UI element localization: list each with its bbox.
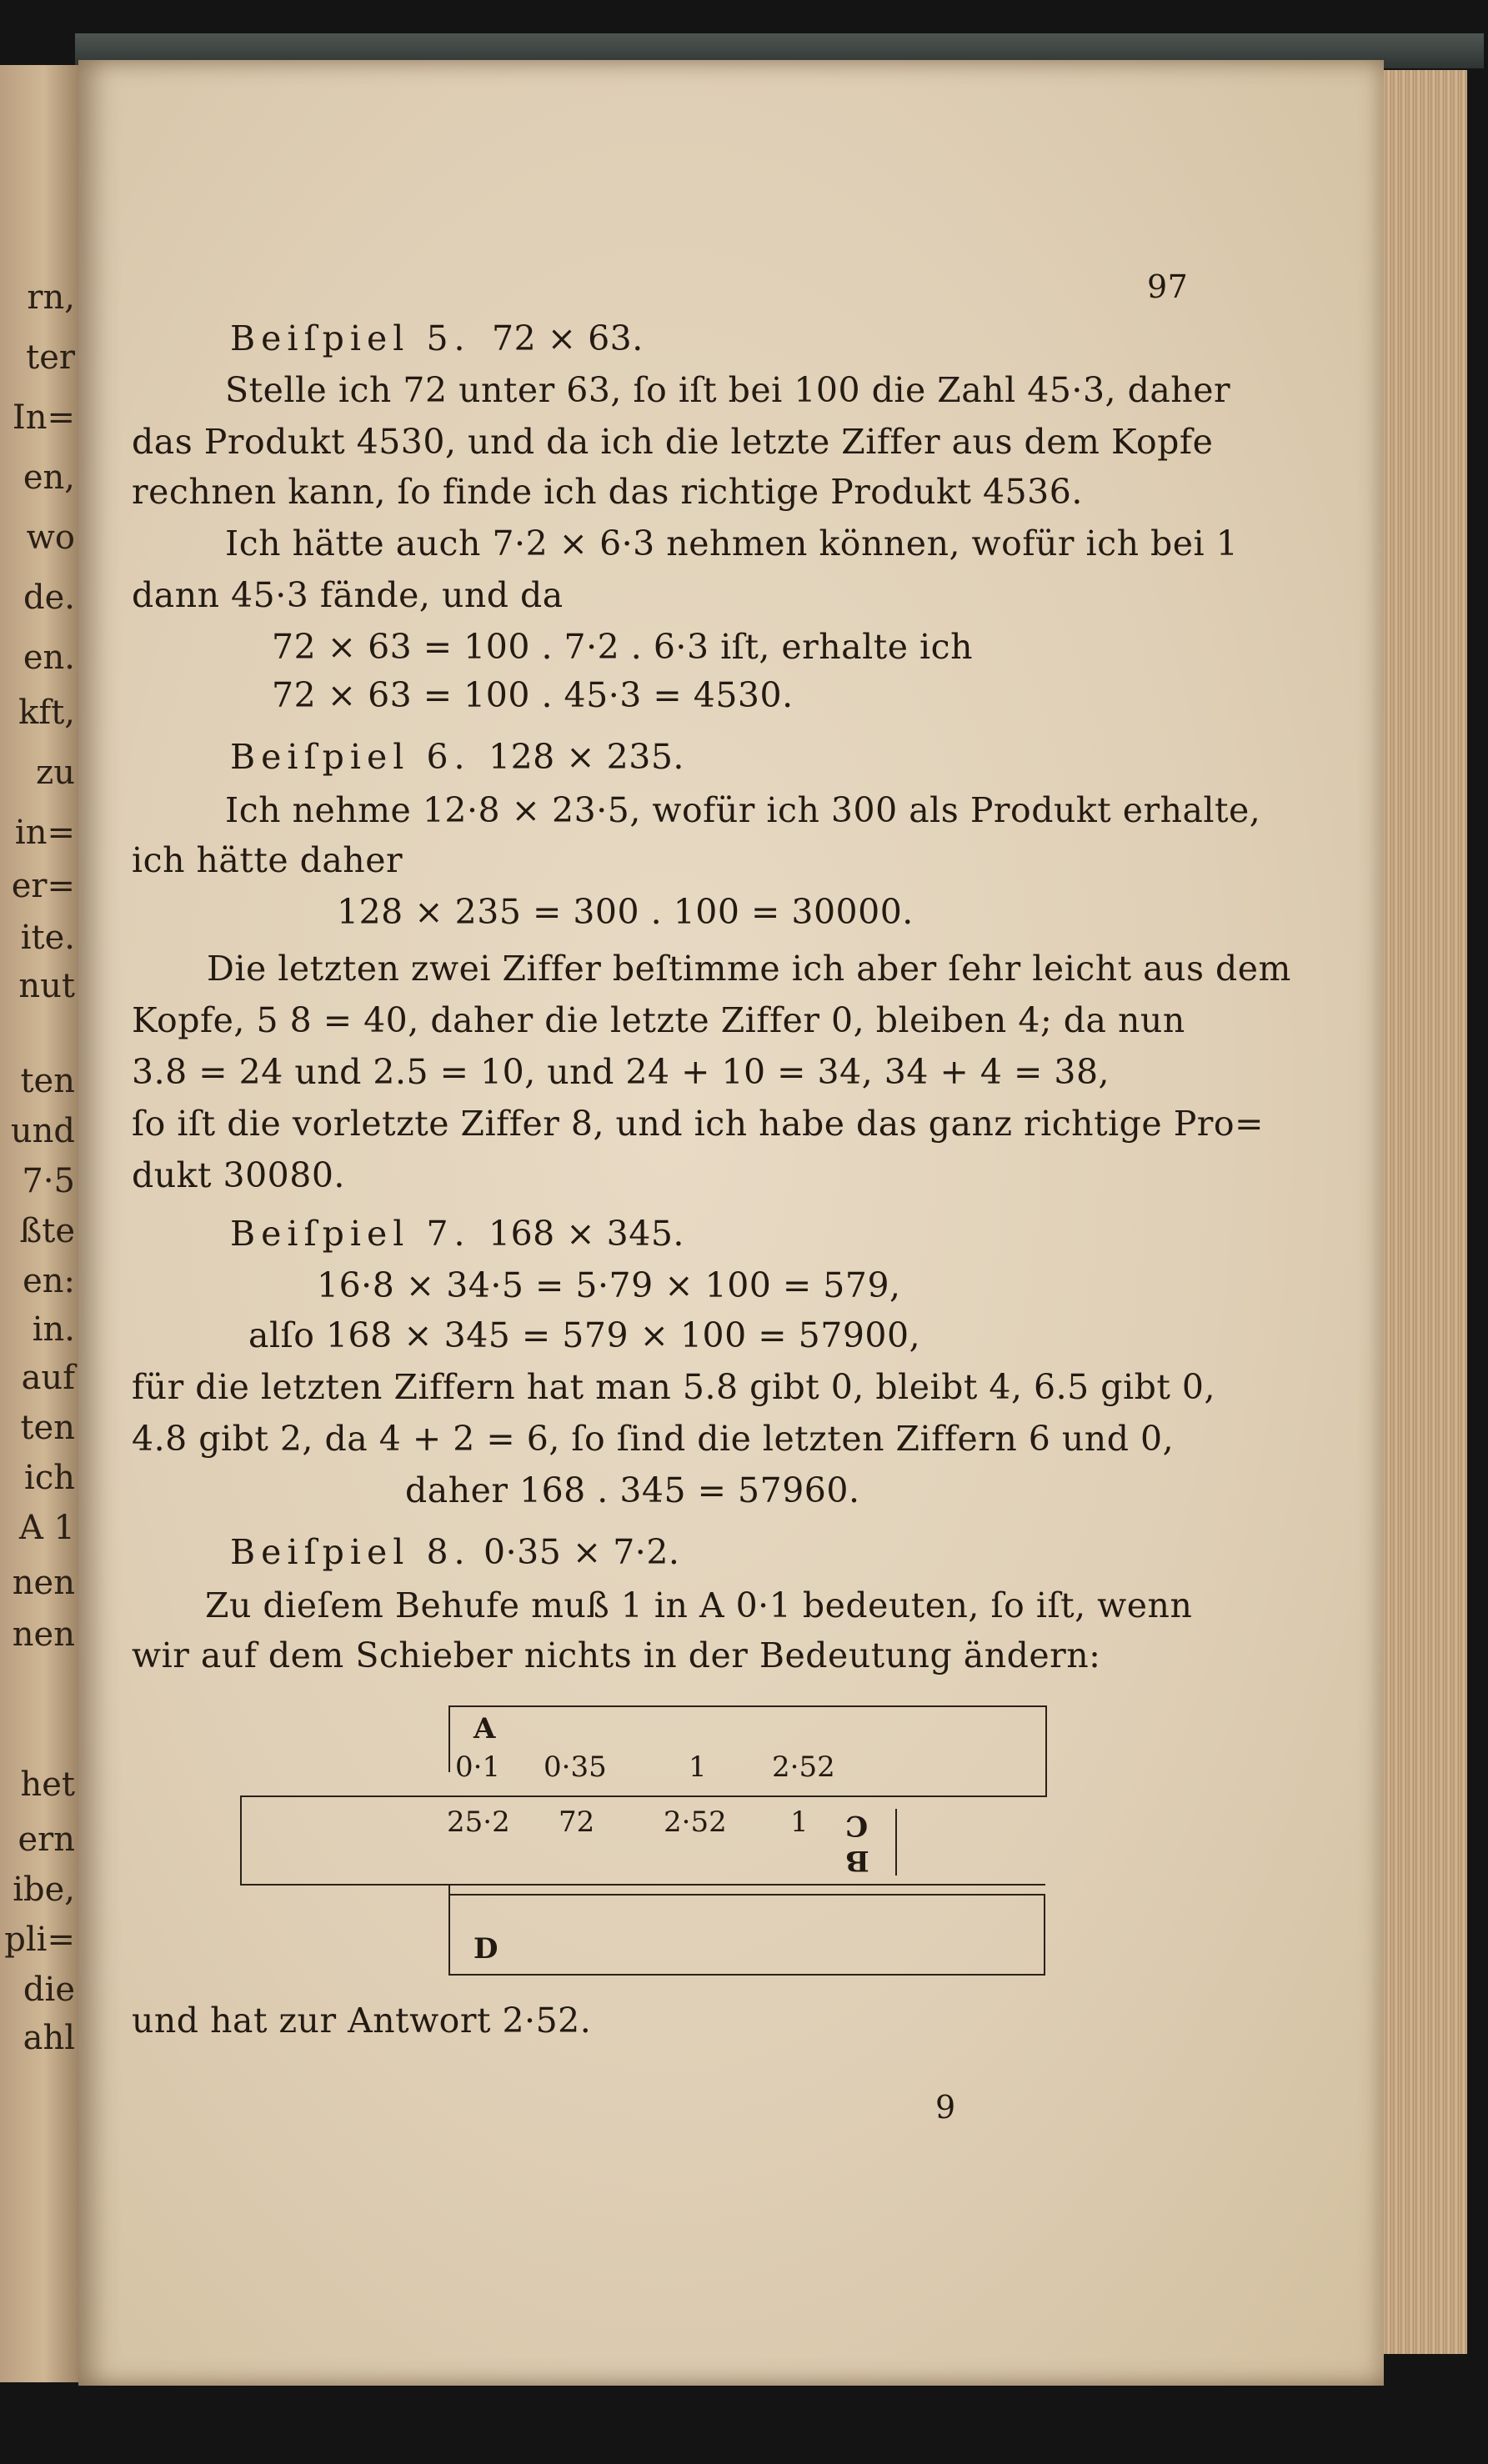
example6-line: 3.8 = 24 und 2.5 = 10, und 24 + 10 = 34, 34 + 4 = 38, (132, 1052, 1110, 1092)
example6-equation: 128 × 235 = 300 . 100 = 30000. (337, 892, 914, 932)
example7-equation: alſo 168 × 345 = 579 × 100 = 57900, (248, 1315, 921, 1355)
example6-line: Die letzten zwei Ziffer beſtimme ich aber ſehr leicht aus dem (207, 949, 1291, 989)
left-fragment: 7·5 (22, 1162, 75, 1200)
left-fragment: A 1 (18, 1509, 75, 1547)
left-fragment: ern (18, 1820, 75, 1859)
example5-equation: 72 × 63 = 100 . 45·3 = 4530. (272, 675, 794, 715)
left-fragment: en, (23, 458, 75, 497)
example5-line: das Produkt 4530, und da ich die letzte Ziffer aus dem Kopfe (132, 422, 1214, 462)
example5-line: dann 45·3 fände, und da (132, 575, 564, 615)
left-fragment: ßte (19, 1212, 75, 1250)
scale-b-value: 72 (559, 1805, 595, 1839)
left-fragment: kft, (18, 694, 75, 732)
slider-right-tick (895, 1809, 897, 1876)
left-fragment: en: (23, 1262, 75, 1300)
left-fragment: de. (23, 578, 75, 617)
example7-heading: Beiſpiel 7. (230, 1214, 471, 1254)
left-fragment: zu (36, 754, 75, 792)
example8-answer: und hat zur Antwort 2·52. (132, 2001, 592, 2041)
left-fragment: In= (12, 398, 75, 437)
example8-expression: 0·35 × 7·2. (483, 1532, 680, 1572)
example7-line: 4.8 gibt 2, da 4 + 2 = 6, ſo ſind die letzten Ziffern 6 und 0, (132, 1419, 1175, 1459)
left-fragment: auf (21, 1359, 75, 1397)
example6-line: Kopfe, 5 8 = 40, daher die letzte Ziffer 0, bleiben 4; da nun (132, 1000, 1185, 1040)
scale-a-value: 1 (689, 1750, 707, 1784)
slider-top-line (240, 1795, 1047, 1797)
left-fragment: in. (32, 1310, 75, 1349)
left-fragment: ten (20, 1409, 75, 1447)
scale-a-value: 0·1 (455, 1750, 501, 1784)
scale-b-value: 1 (790, 1805, 809, 1839)
left-fragment: er= (11, 867, 75, 905)
example8-heading: Beiſpiel 8. (230, 1532, 471, 1572)
example8-line: wir auf dem Schieber nichts in der Bedeutung ändern: (132, 1635, 1101, 1675)
left-page-margin (0, 65, 80, 2382)
scale-b-value: 25·2 (447, 1805, 510, 1839)
scale-c-label: C (845, 1809, 869, 1842)
example6-line: ſo iſt die vorletzte Ziffer 8, und ich habe das ganz richtige Pro= (132, 1104, 1264, 1144)
scale-a-value: 2·52 (772, 1750, 835, 1784)
left-fragment: und (10, 1112, 75, 1150)
scale-d-top-line (448, 1894, 1045, 1896)
slider-bottom-line (240, 1884, 1045, 1886)
example6-heading: Beiſpiel 6. (230, 737, 471, 777)
example6-line: Ich nehme 12·8 × 23·5, wofür ich 300 als Produkt erhalte, (225, 790, 1261, 830)
left-fragment: nen (12, 1564, 75, 1602)
example7-line: für die letzten Ziffern hat man 5.8 gibt 0, bleibt 4, 6.5 gibt 0, (132, 1367, 1215, 1407)
scale-d-left-line (448, 1884, 450, 1976)
example5-line: Ich hätte auch 7·2 × 6·3 nehmen können, wofür ich bei 1 (225, 523, 1239, 563)
left-fragment: ahl (23, 2019, 75, 2057)
left-fragment: nut (18, 967, 75, 1005)
signature-mark: 9 (935, 2089, 956, 2126)
left-fragment: ter (26, 338, 75, 377)
example8-line: Zu dieſem Behufe muß 1 in A 0·1 bedeuten, ſo iſt, wenn (205, 1585, 1193, 1625)
left-fragment: pli= (4, 1921, 75, 1959)
scale-d-bottom-line (448, 1974, 1045, 1976)
left-fragment: ich (24, 1459, 75, 1497)
left-fragment: wo (26, 518, 75, 557)
example5-equation: 72 × 63 = 100 . 7·2 . 6·3 iſt, erhalte ich (272, 627, 973, 667)
scale-b-label: B (845, 1844, 869, 1877)
example7-equation: daher 168 . 345 = 57960. (405, 1470, 860, 1510)
example5-heading: Beiſpiel 5. (230, 318, 471, 358)
example5-line: rechnen kann, ſo finde ich das richtige Produkt 4536. (132, 472, 1083, 512)
scale-b-value: 2·52 (664, 1805, 727, 1839)
left-fragment: ibe, (13, 1871, 75, 1909)
scale-a-right-line (1045, 1705, 1047, 1795)
left-fragment: rn, (27, 278, 75, 317)
scale-a-label: A (473, 1712, 496, 1745)
scale-d-label: D (473, 1932, 499, 1966)
left-fragment: en. (23, 639, 75, 677)
example6-line: ich hätte daher (132, 840, 403, 880)
scale-a-top-line (448, 1705, 1047, 1707)
page-edges (1384, 70, 1467, 2354)
example5-expression: 72 × 63. (492, 318, 644, 358)
slider-left-line (240, 1795, 242, 1884)
left-fragment: ten (20, 1062, 75, 1100)
left-fragment: nen (12, 1615, 75, 1654)
left-fragment: het (20, 1765, 75, 1804)
left-fragment: in= (14, 814, 75, 852)
example7-expression: 168 × 345. (488, 1214, 684, 1254)
example7-equation: 16·8 × 34·5 = 5·79 × 100 = 579, (317, 1265, 901, 1305)
example6-line: dukt 30080. (132, 1155, 345, 1195)
example6-expression: 128 × 235. (488, 737, 684, 777)
scale-a-left-line (448, 1705, 450, 1772)
page-number: 97 (1147, 268, 1189, 305)
left-fragment: ite. (20, 919, 75, 957)
scale-a-value: 0·35 (544, 1750, 607, 1784)
left-fragment: die (23, 1971, 75, 2009)
scale-d-right-line (1044, 1894, 1045, 1976)
example5-line: Stelle ich 72 unter 63, ſo iſt bei 100 die Zahl 45·3, daher (225, 370, 1231, 410)
